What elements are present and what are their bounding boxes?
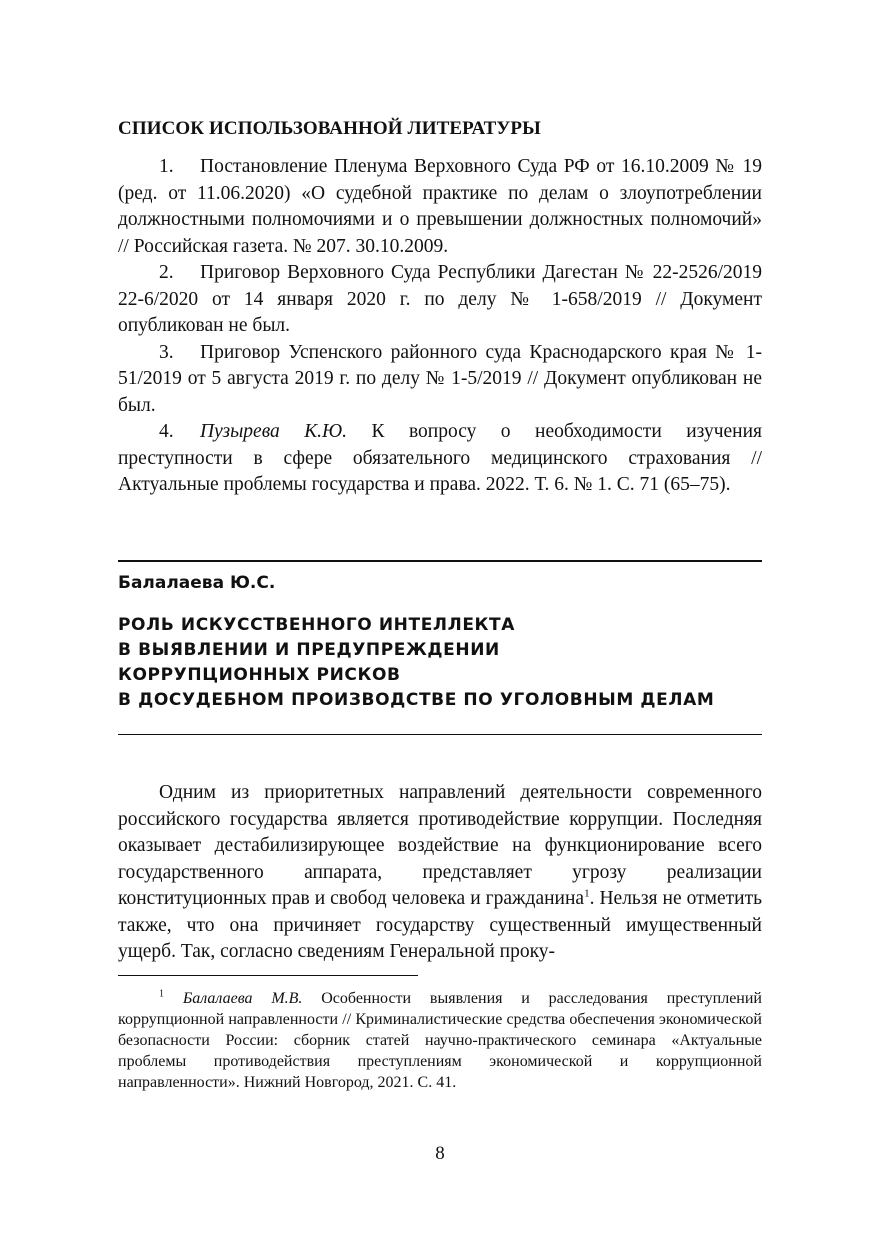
reference-text: Приговор Успенского районного суда Краснодарского края № 1-51/2019 от 5 августа 2019 г. по делу № 1-5/2019 // Документ опубликован не был. xyxy=(118,341,762,416)
reference-text: Приговор Верховного Суда Республики Дагестан № 22-2526/2019 22-6/2020 от 14 января 2020 г. по делу № 1-658/2019 // Документ опубликован не был. xyxy=(118,262,762,336)
reference-number: 4. xyxy=(159,421,174,442)
footnote-separator xyxy=(118,975,418,976)
references-list xyxy=(118,154,762,499)
reference-author: Пузырева К.Ю. xyxy=(200,421,348,442)
article-title xyxy=(118,613,714,713)
section-divider-top xyxy=(118,560,762,562)
footnote-marker: 1 xyxy=(159,988,164,1000)
article-title-line: В ВЫЯВЛЕНИИ И ПРЕДУПРЕЖДЕНИИ xyxy=(118,640,500,660)
reference-item xyxy=(118,154,762,260)
reference-item xyxy=(118,340,762,420)
reference-number: 1. xyxy=(159,156,174,177)
article-title-line: КОРРУПЦИОННЫХ РИСКОВ xyxy=(118,665,401,685)
footnote-author: Балалаева М.В. xyxy=(182,990,303,1007)
page-number: 8 xyxy=(435,1143,445,1164)
section-divider-bottom xyxy=(118,734,762,735)
reference-number: 2. xyxy=(159,262,174,283)
article-author: Балалаева Ю.С. xyxy=(118,573,276,593)
footnote-text: Особенности выявления и расследования преступлений коррупционной направленности // Криминалистические средства обеспечения экономической безопасности России: сборник статей научно-практического семинара «Актуальные проблемы противодействия преступлениям экономической и коррупционной направленности». Нижний Новгород, 2021. С. 41. xyxy=(118,990,762,1091)
article-title-line: В ДОСУДЕБНОМ ПРОИЗВОДСТВЕ ПО УГОЛОВНЫМ ДЕЛАМ xyxy=(118,690,715,710)
footnote xyxy=(118,988,762,1093)
paragraph-text: . Нельзя не отметить также, что она причиняет государству существенный имущественный ущерб. Так, согласно сведениям Генеральной проку- xyxy=(118,888,762,962)
footnote-reference[interactable]: 1 xyxy=(584,887,590,900)
reference-number: 3. xyxy=(159,341,174,363)
reference-text: К вопросу о необходимости изучения преступности в сфере обязательного медицинского страхования // Актуальные проблемы государства и права. 2022. Т. 6. № 1. С. 71 (65–75). xyxy=(118,421,762,495)
reference-item xyxy=(118,419,762,499)
references-heading: СПИСОК ИСПОЛЬЗОВАННОЙ ЛИТЕРАТУРЫ xyxy=(118,118,541,139)
article-title-line: РОЛЬ ИСКУССТВЕННОГО ИНТЕЛЛЕКТА xyxy=(118,615,516,635)
article-paragraph xyxy=(118,780,762,966)
paragraph-text: Одним из приоритетных направлений деятельности современного российского государства является противодействие коррупции. Последняя оказывает дестабилизирующее воздействие на функционирование всего государственного аппарата, представляет угрозу реализации конституционных прав и свобод человека и гражданина xyxy=(118,782,762,909)
reference-text: Постановление Пленума Верховного Суда РФ от 16.10.2009 № 19 (ред. от 11.06.2020) «О судебной практике по делам о злоупотреблении должностными полномочиями и о превышении должностных полномочий» // Российская газета. № 207. 30.10.2009. xyxy=(118,156,762,257)
reference-item xyxy=(118,260,762,340)
